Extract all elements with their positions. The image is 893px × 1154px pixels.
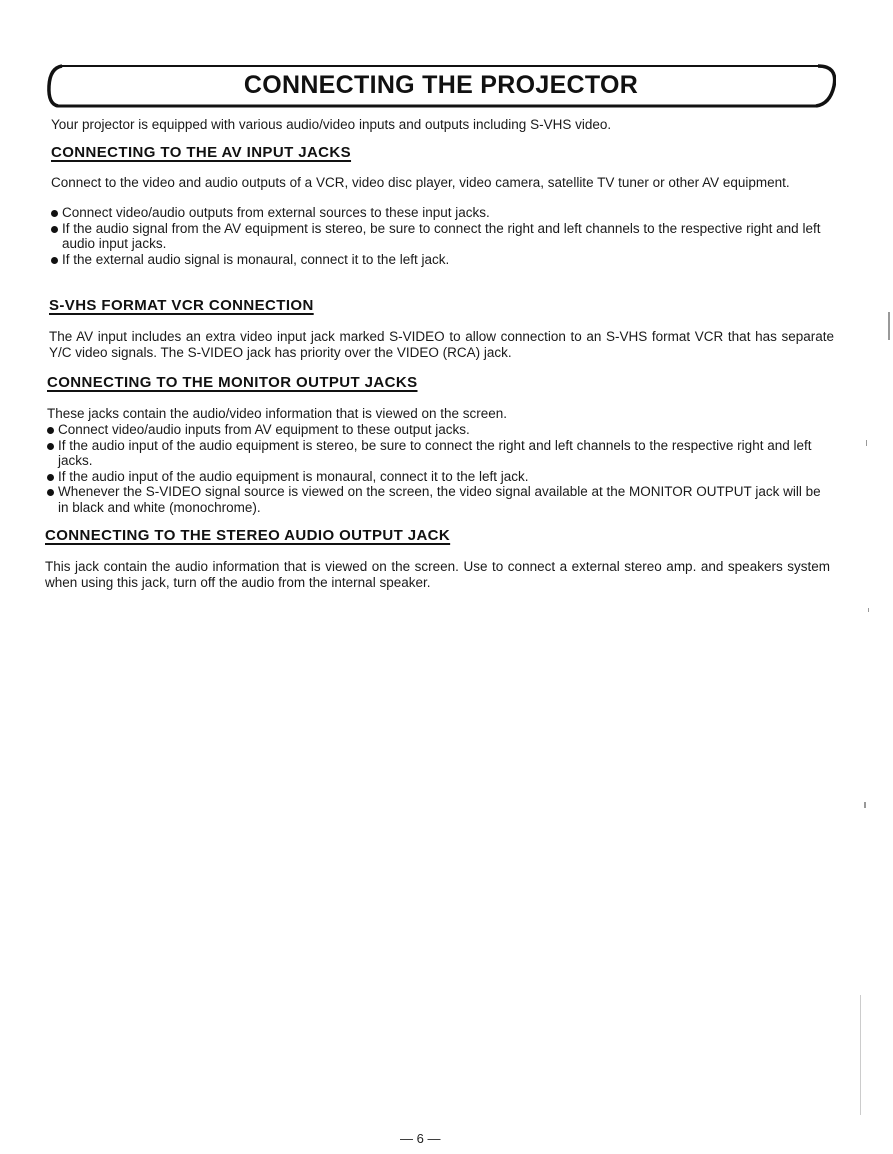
list-item [47,422,832,438]
section-monitor-output [47,374,832,515]
page-number: — 6 — [400,1131,441,1146]
section-av-input [51,144,836,267]
bullet-icon [51,210,58,217]
section-heading: CONNECTING TO THE STEREO AUDIO OUTPUT JACK [45,527,451,544]
bullet-list [51,205,836,267]
title-banner [46,64,836,108]
list-item-text: If the audio signal from the AV equipment is stereo, be sure to connect the right and left channels to the respective right and left audio input jacks. [62,220,821,251]
list-item [51,205,836,221]
list-item-text: Connect video/audio inputs from AV equipment to these output jacks. [58,422,470,437]
list-item-text: If the external audio signal is monaural, connect it to the left jack. [62,251,450,267]
list-item [47,438,832,469]
bullet-icon [47,443,54,450]
section-heading: S-VHS FORMAT VCR CONNECTION [49,297,314,314]
bullet-icon [51,226,58,233]
section-heading: CONNECTING TO THE MONITOR OUTPUT JACKS [47,374,418,391]
section-paragraph: The AV input includes an extra video input jack marked S-VIDEO to allow connection to an S-VHS format VCR that has separate Y/C video signals. The S-VIDEO jack has priority over the VIDEO (RCA) jack. [49,329,834,360]
list-item [47,469,832,485]
list-item-text: Whenever the S-VIDEO signal source is viewed on the screen, the video signal available at the MONITOR OUTPUT jack will be in black and white (monochrome). [58,484,821,515]
list-item-text: If the audio input of the audio equipment is monaural, connect it to the left jack. [58,468,529,484]
bullet-icon [47,474,54,481]
list-item [51,252,836,268]
bullet-icon [47,489,54,496]
bullet-icon [47,427,54,434]
section-stereo-audio-output [45,527,830,591]
intro-text: Your projector is equipped with various audio/video inputs and outputs including S-VHS video. [51,117,612,132]
list-item-text: If the audio input of the audio equipment is stereo, be sure to connect the right and left channels to the respective right and left jacks. [58,437,812,468]
section-paragraph: Connect to the video and audio outputs of a VCR, video disc player, video camera, satellite TV tuner or other AV equipment. [51,175,790,190]
section-svhs-vcr [49,297,834,361]
list-item-text: Connect video/audio outputs from external sources to these input jacks. [62,205,490,220]
list-item [47,484,832,515]
section-heading: CONNECTING TO THE AV INPUT JACKS [51,144,352,161]
bullet-icon [51,257,58,264]
list-item [51,221,836,252]
page-title: CONNECTING THE PROJECTOR [243,71,639,99]
section-paragraph: These jacks contain the audio/video information that is viewed on the screen. [47,406,508,421]
section-paragraph: This jack contain the audio information that is viewed on the screen. Use to connect a external stereo amp. and speakers system when using this jack, turn off the audio from the internal speaker. [45,559,830,590]
bullet-list [47,422,832,515]
